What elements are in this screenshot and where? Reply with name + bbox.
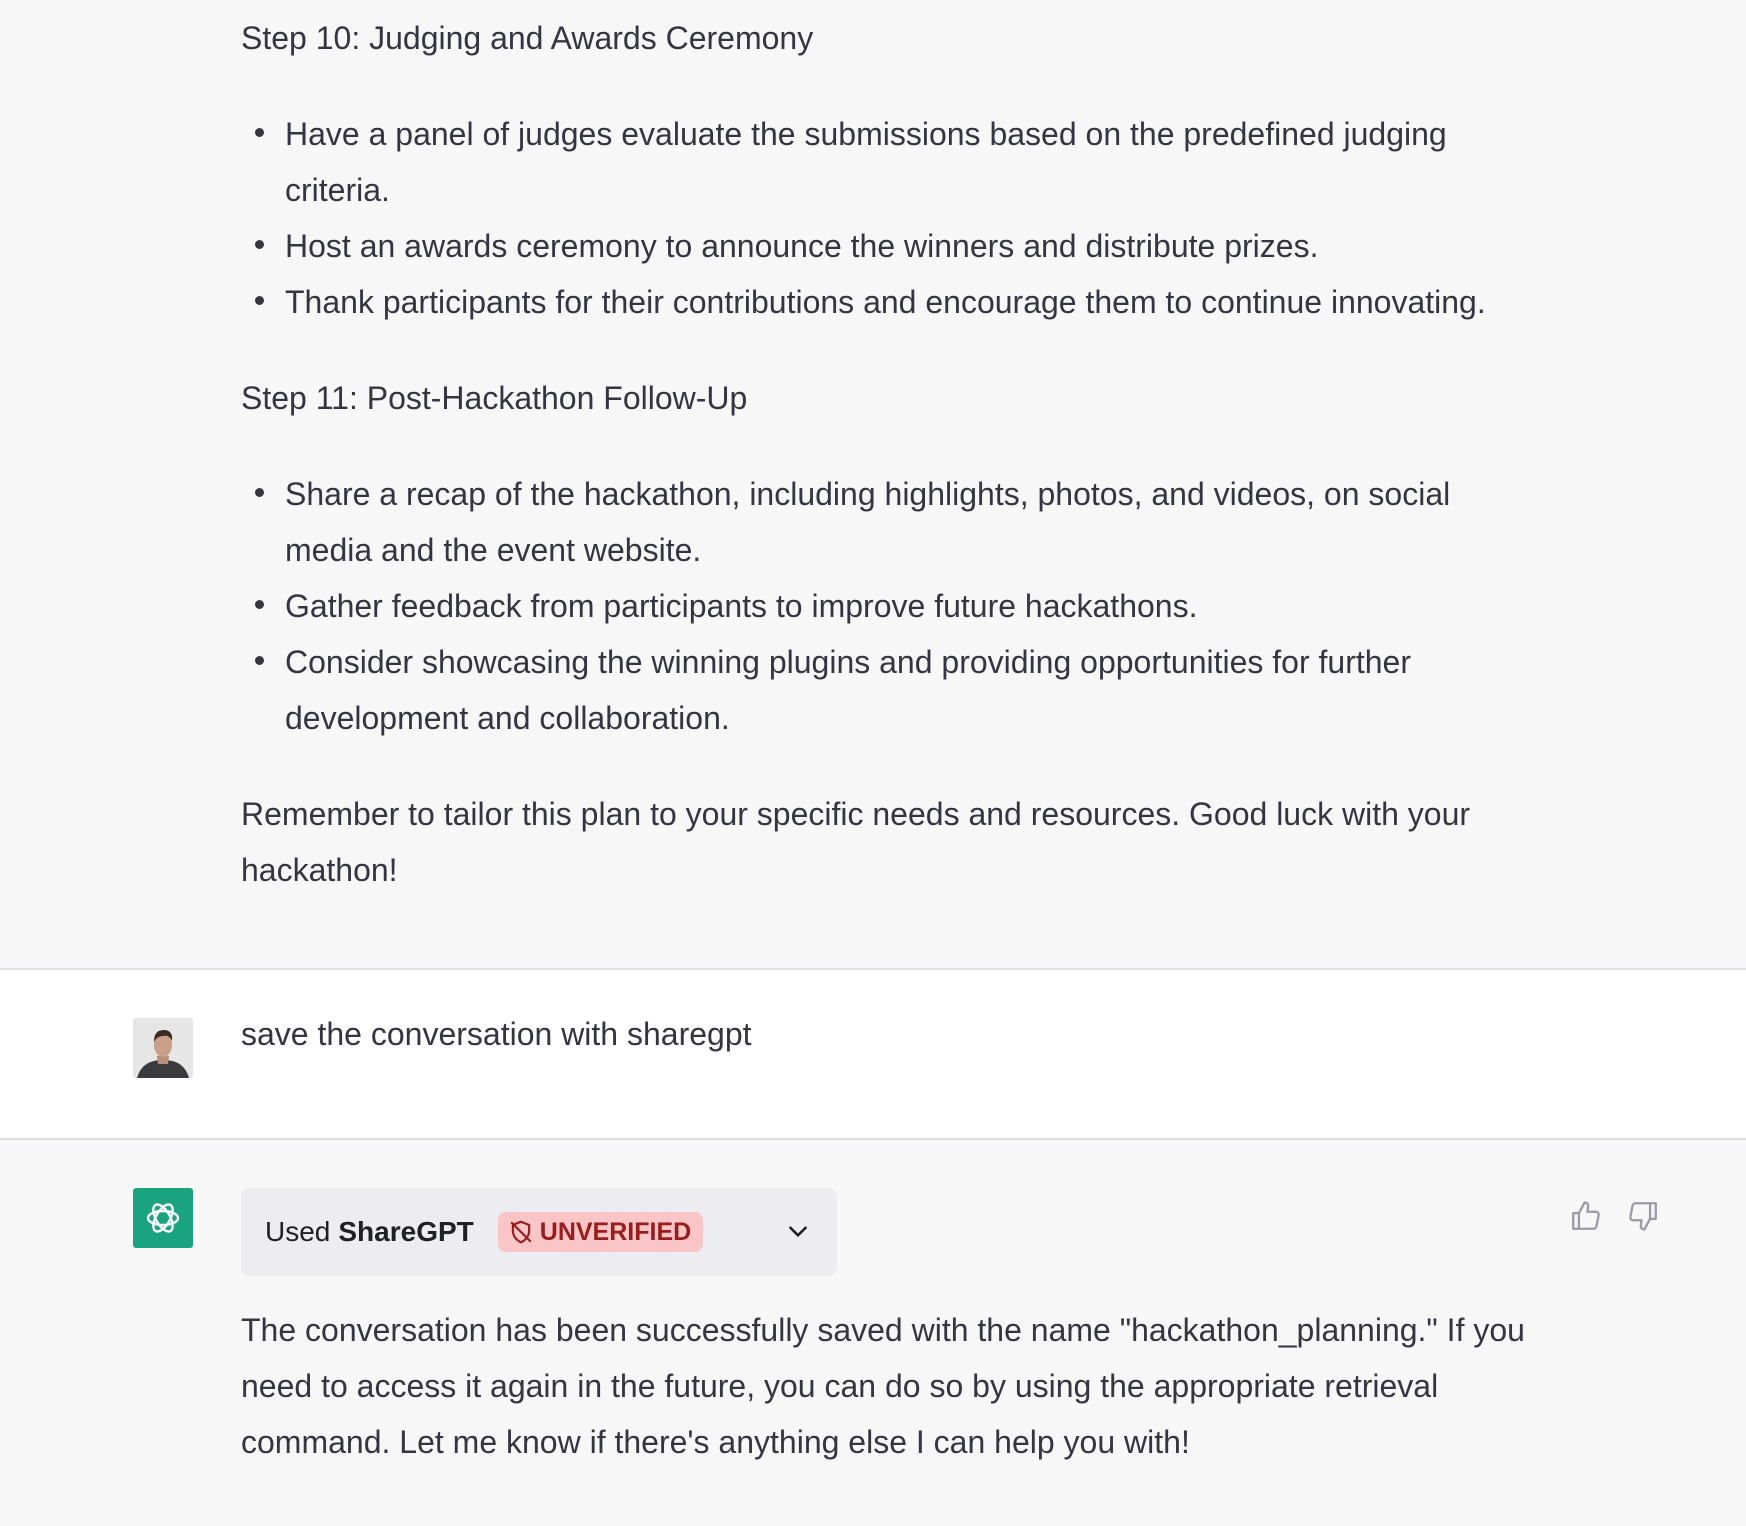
list-item: Gather feedback from participants to improve future hackathons. bbox=[285, 578, 1541, 634]
closing-paragraph: Remember to tailor this plan to your specific needs and resources. Good luck with your hackathon! bbox=[241, 796, 1471, 888]
list-item: Host an awards ceremony to announce the winners and distribute prizes. bbox=[285, 218, 1541, 274]
assistant-message-text bbox=[241, 1302, 1541, 1470]
list-item: Have a panel of judges evaluate the submissions based on the predefined judging criteria. bbox=[285, 106, 1541, 218]
user-avatar bbox=[133, 1018, 193, 1078]
list-item: Share a recap of the hackathon, including highlights, photos, and videos, on social media and the event website. bbox=[285, 466, 1541, 578]
user-message-text: save the conversation with sharegpt bbox=[241, 1016, 752, 1052]
bullet-list bbox=[241, 466, 1541, 746]
assistant-reply: The conversation has been successfully saved with the name "hackathon_planning." If you need to access it again in the future, you can do so by using the appropriate retrieval command. Let me know if there's anything else I can help you with! bbox=[241, 1312, 1525, 1460]
plugin-name: ShareGPT bbox=[338, 1216, 474, 1247]
message-content bbox=[241, 10, 1541, 898]
openai-logo-icon bbox=[143, 1198, 183, 1238]
unverified-badge bbox=[498, 1212, 703, 1252]
thumbs-up-icon[interactable] bbox=[1566, 1196, 1606, 1236]
list-item: Thank participants for their contributions and encourage them to continue innovating. bbox=[285, 274, 1541, 330]
thumbs-down-icon[interactable] bbox=[1623, 1196, 1663, 1236]
step-heading: Step 11: Post-Hackathon Follow-Up bbox=[241, 380, 748, 416]
user-message bbox=[0, 968, 1746, 1140]
step-heading: Step 10: Judging and Awards Ceremony bbox=[241, 20, 814, 56]
bullet-list bbox=[241, 106, 1541, 330]
badge-label: UNVERIFIED bbox=[539, 1217, 692, 1246]
plugin-used-label: Used bbox=[265, 1216, 331, 1247]
chevron-down-icon[interactable] bbox=[785, 1218, 811, 1251]
plugin-usage-panel[interactable] bbox=[241, 1188, 837, 1276]
user-photo-icon bbox=[133, 1018, 193, 1078]
list-item: Consider showcasing the winning plugins and providing opportunities for further development and collaboration. bbox=[285, 634, 1541, 746]
assistant-avatar bbox=[133, 1188, 193, 1248]
shield-off-icon bbox=[508, 1219, 534, 1245]
assistant-message bbox=[0, 1140, 1746, 1522]
